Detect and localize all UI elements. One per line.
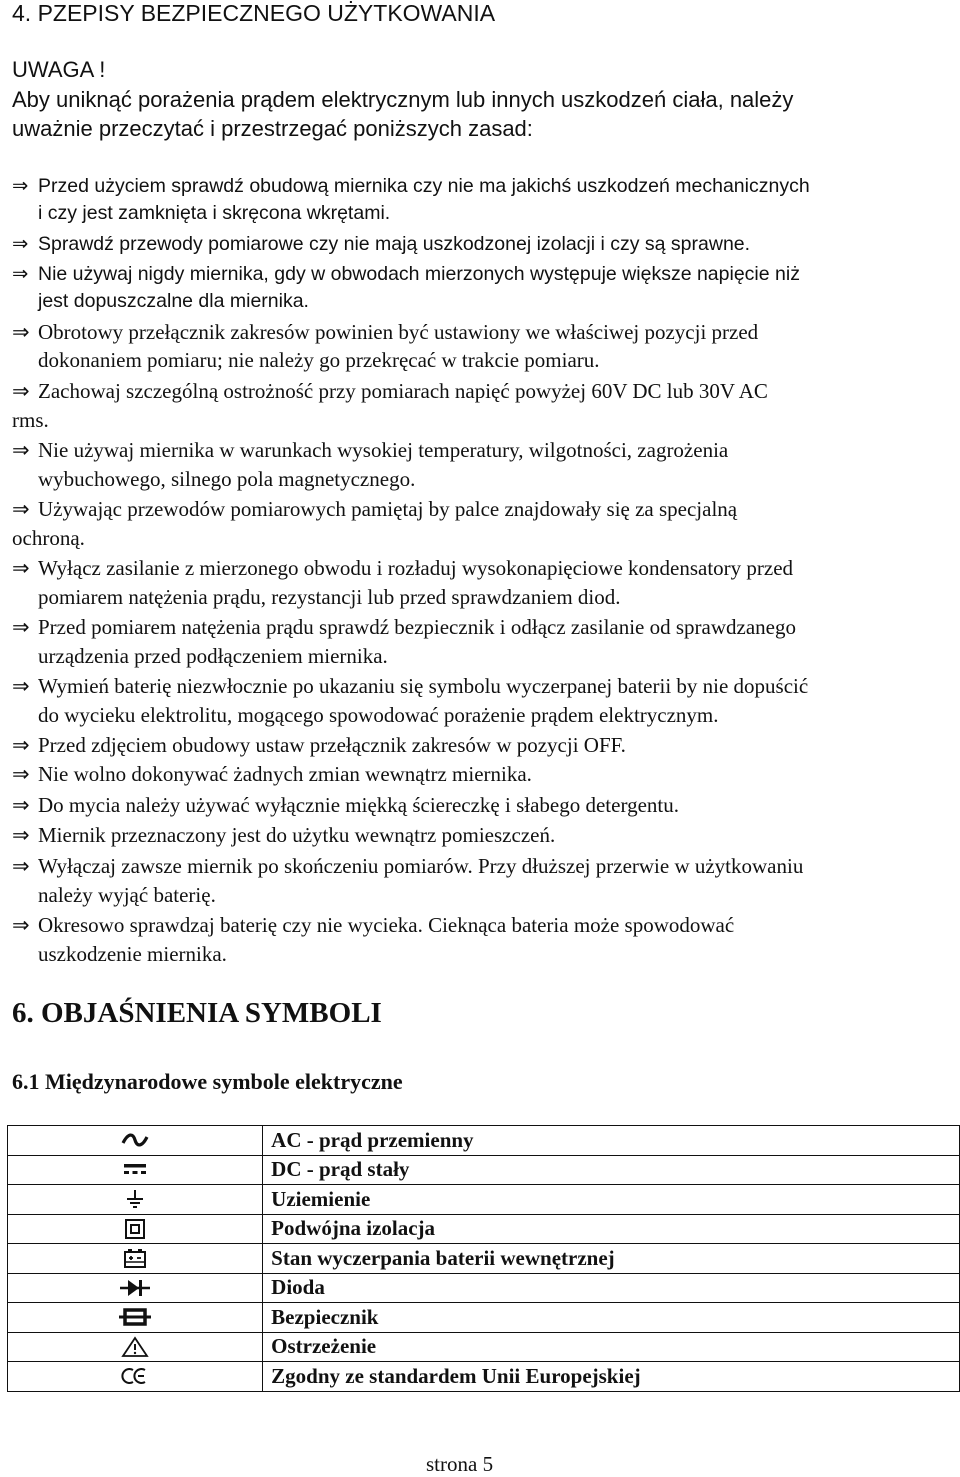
rule-text-continued: i czy jest zamknięta i skręcona wkrętami. [38, 202, 391, 224]
symbol-label: Ostrzeżenie [263, 1332, 960, 1362]
rule-item [12, 913, 734, 938]
arrow-icon: ⇒ [12, 793, 30, 817]
rule-text: Wymień baterię niezwłocznie po ukazaniu się symbolu wyczerpanej baterii by nie dopuścić [38, 674, 809, 698]
rule-text: Zachowaj szczególną ostrożność przy pomiarach napięć powyżej 60V DC lub 30V AC [38, 379, 768, 403]
arrow-icon: ⇒ [12, 320, 30, 344]
symbol-label: Dioda [263, 1273, 960, 1303]
rule-text-continued: dokonaniem pomiaru; nie należy go przekręcać w trakcie pomiaru. [38, 348, 600, 372]
rule-text: Nie używaj miernika w warunkach wysokiej temperatury, wilgotności, zagrożenia [38, 438, 729, 462]
warning-triangle-icon [120, 1336, 150, 1358]
rule-item [12, 262, 800, 286]
ac-tilde-icon [120, 1129, 150, 1151]
table-row [8, 1155, 960, 1185]
arrow-icon: ⇒ [12, 379, 30, 403]
rule-text-continued: urządzenia przed podłączeniem miernika. [38, 644, 388, 668]
symbol-label: DC - prąd stały [263, 1155, 960, 1185]
rule-item [12, 320, 758, 345]
arrow-icon: ⇒ [12, 854, 30, 878]
rule-item [12, 674, 808, 699]
page-number: strona 5 [426, 1452, 494, 1476]
warning-line-2: uważnie przeczytać i przestrzegać poniższych zasad: [12, 116, 533, 141]
rule-text-continued: rms. [12, 408, 49, 432]
symbol-label: Bezpiecznik [263, 1303, 960, 1333]
symbol-cell [8, 1303, 263, 1333]
symbol-label: Zgodny ze standardem Unii Europejskiej [263, 1362, 960, 1392]
symbol-cell [8, 1126, 263, 1156]
arrow-icon: ⇒ [12, 615, 30, 639]
ce-mark-icon [120, 1365, 150, 1387]
section-6-1-heading: 6.1 Międzynarodowe symbole elektryczne [12, 1069, 403, 1094]
rule-item [12, 438, 728, 463]
dc-icon [120, 1159, 150, 1181]
rule-text: Wyłączaj zawsze miernik po skończeniu pomiarów. Przy dłuższej przerwie w użytkowaniu [38, 854, 804, 878]
double-insulation-icon [120, 1218, 150, 1240]
rule-text: Przed pomiarem natężenia prądu sprawdź bezpiecznik i odłącz zasilanie od sprawdzanego [38, 615, 796, 639]
symbols-table [7, 1125, 960, 1392]
warning-line-1: Aby uniknąć porażenia prądem elektrycznym lub innych uszkodzeń ciała, należy [12, 87, 794, 112]
table-row [8, 1214, 960, 1244]
rule-item [12, 615, 796, 640]
arrow-icon: ⇒ [12, 674, 30, 698]
rule-item [12, 174, 810, 198]
symbol-cell [8, 1214, 263, 1244]
rule-text: Miernik przeznaczony jest do użytku wewnątrz pomieszczeń. [38, 823, 556, 847]
symbol-cell [8, 1155, 263, 1185]
symbol-label: AC - prąd przemienny [263, 1126, 960, 1156]
rule-item [12, 762, 532, 787]
rule-text: Nie używaj nigdy miernika, gdy w obwodach mierzonych występuje większe napięcie niż [38, 263, 800, 285]
page-heading: 4. PZEPISY BEZPIECZNEGO UŻYTKOWANIA [12, 0, 496, 26]
arrow-icon: ⇒ [12, 263, 29, 285]
table-row [8, 1185, 960, 1215]
symbol-label: Podwójna izolacja [263, 1214, 960, 1244]
arrow-icon: ⇒ [12, 823, 30, 847]
symbol-cell [8, 1185, 263, 1215]
rule-item [12, 793, 679, 818]
rule-text: Wyłącz zasilanie z mierzonego obwodu i rozładuj wysokonapięciowe kondensatory przed [38, 556, 794, 580]
arrow-icon: ⇒ [12, 497, 30, 521]
diode-icon [118, 1277, 152, 1299]
table-row [8, 1244, 960, 1274]
rule-text: Okresowo sprawdzaj baterię czy nie wycieka. Cieknąca bateria może spowodować [38, 913, 735, 937]
symbol-cell [8, 1362, 263, 1392]
arrow-icon: ⇒ [12, 913, 30, 937]
rule-text-continued: należy wyjąć baterię. [38, 883, 216, 907]
arrow-icon: ⇒ [12, 733, 30, 757]
arrow-icon: ⇒ [12, 438, 30, 462]
symbol-cell [8, 1273, 263, 1303]
rule-text-continued: ochroną. [12, 526, 85, 550]
symbol-cell [8, 1332, 263, 1362]
rule-item [12, 556, 793, 581]
rule-item [12, 497, 737, 522]
section-6-heading: 6. OBJAŚNIENIA SYMBOLI [12, 997, 382, 1029]
symbol-cell [8, 1244, 263, 1274]
rule-text: Przed zdjęciem obudowy ustaw przełącznik zakresów w pozycji OFF. [38, 733, 626, 757]
rule-text: Sprawdź przewody pomiarowe czy nie mają uszkodzonej izolacji i czy są sprawne. [38, 233, 751, 255]
ground-icon [120, 1188, 150, 1210]
battery-icon [120, 1247, 150, 1269]
table-row [8, 1126, 960, 1156]
arrow-icon: ⇒ [12, 556, 30, 580]
symbol-label: Stan wyczerpania baterii wewnętrznej [263, 1244, 960, 1274]
rule-item [12, 823, 555, 848]
rule-text: Nie wolno dokonywać żadnych zmian wewnątrz miernika. [38, 762, 532, 786]
rule-item [12, 232, 750, 256]
rule-item [12, 733, 626, 758]
warning-title: UWAGA ! [12, 57, 106, 82]
rule-item [12, 379, 768, 404]
rule-text-continued: do wycieku elektrolitu, mogącego spowodować porażenie prądem elektrycznym. [38, 703, 719, 727]
table-row [8, 1362, 960, 1392]
rule-text-continued: wybuchowego, silnego pola magnetycznego. [38, 467, 416, 491]
rule-text: Przed użyciem sprawdź obudową miernika czy nie ma jakichś uszkodzeń mechanicznych [38, 175, 810, 197]
rule-text-continued: jest dopuszczalne dla miernika. [38, 290, 309, 312]
arrow-icon: ⇒ [12, 233, 29, 255]
table-row [8, 1273, 960, 1303]
arrow-icon: ⇒ [12, 175, 29, 197]
symbol-label: Uziemienie [263, 1185, 960, 1215]
table-row [8, 1332, 960, 1362]
table-row [8, 1303, 960, 1333]
fuse-icon [118, 1306, 152, 1328]
arrow-icon: ⇒ [12, 762, 30, 786]
rule-item [12, 854, 803, 879]
rule-text: Obrotowy przełącznik zakresów powinien być ustawiony we właściwej pozycji przed [38, 320, 759, 344]
rule-text-continued: pomiarem natężenia prądu, rezystancji lub przed sprawdzaniem diod. [38, 585, 621, 609]
rule-text: Używając przewodów pomiarowych pamiętaj by palce znajdowały się za specjalną [38, 497, 738, 521]
rule-text: Do mycia należy używać wyłącznie miękką ściereczkę i słabego detergentu. [38, 793, 679, 817]
rule-text-continued: uszkodzenie miernika. [38, 942, 227, 966]
